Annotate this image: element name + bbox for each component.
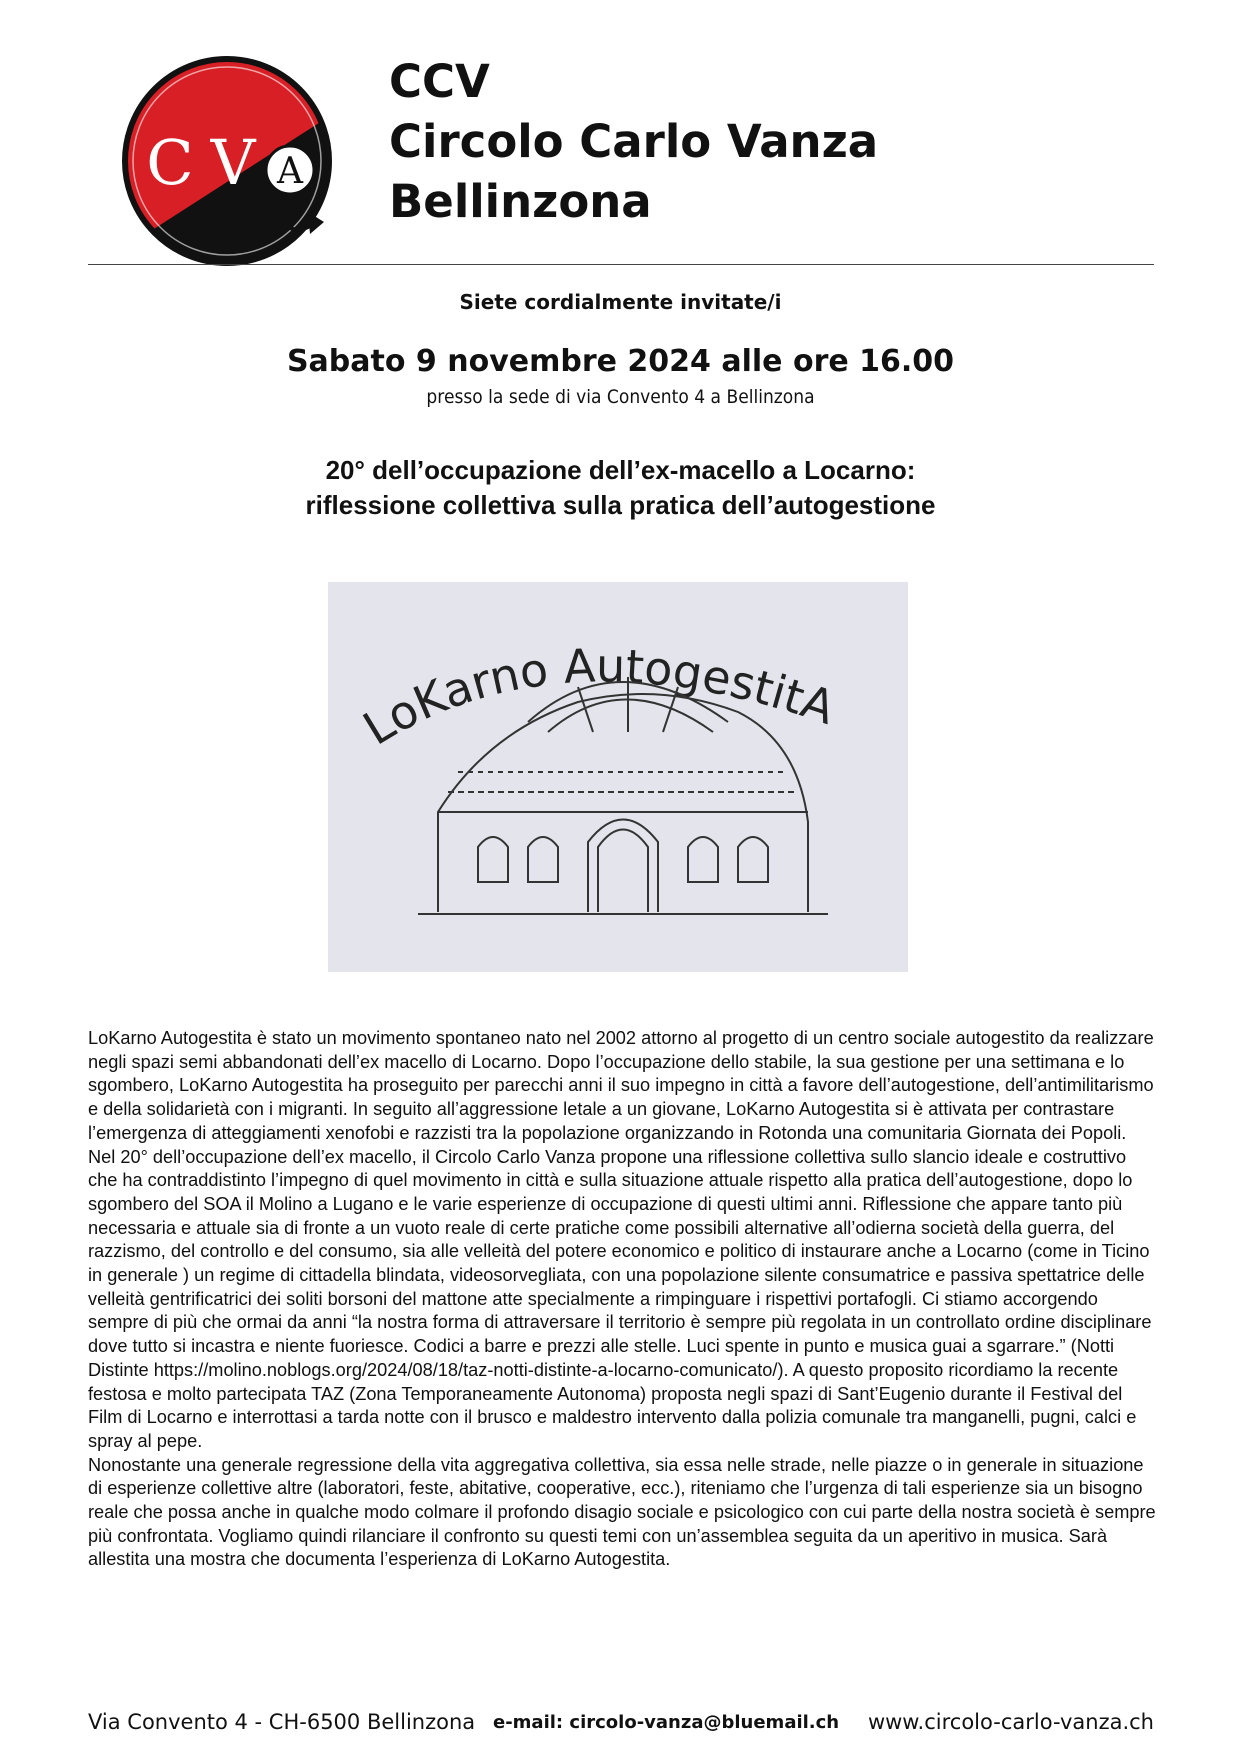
lokarno-autogestita-drawing (328, 582, 908, 972)
footer-address: Via Convento 4 - CH-6500 Bellinzona (88, 1710, 476, 1734)
footer-email (493, 1712, 839, 1733)
org-acronym: CCV (389, 55, 490, 108)
org-full-name: Circolo Carlo Vanza (389, 115, 879, 168)
event-title-line-1: 20° dell’occupazione dell’ex-macello a Locarno: (325, 455, 916, 485)
description-paragraph-2: Nonostante una generale regressione della vita aggregativa collettiva, sia essa nelle strade, nelle piazze o in generale in situazione di esperienze collettive altre (laboratori, feste, abitative, cooperative, ecc.), riteniamo che l’urgenza di tali esperienze sia un bisogno reale che possa anche in qualche modo colmare il profondo disagio sociale e psicologico con cui parte della nostra società è sempre più confrontata. Vogliamo quindi rilanciare il confronto su questi temi con un’assemblea seguita da un aperitivo in musica. Sarà allestita una mostra che documenta l’esperienza di LoKarno Autogestita. (88, 1454, 1156, 1570)
event-title (0, 453, 1241, 523)
drawing-caption-text: LoKarno AutogestitA (353, 638, 842, 756)
event-date: Sabato 9 novembre 2024 alle ore 16.00 (286, 344, 955, 379)
svg-text:V: V (210, 126, 256, 199)
event-venue: presso la sede di via Convento 4 a Bellinzona (426, 386, 815, 408)
description-paragraph-1: LoKarno Autogestita è stato un movimento spontaneo nato nel 2002 attorno al progetto di un centro sociale autogestito da realizzare negli spazi semi abbandonati dell’ex macello di Locarno. Dopo l’occupazione dello stabile, la sua gestione per una settimana e lo sgombero, LoKarno Autogestita ha proseguito per parecchi anni il suo impegno in città a favore dell’autogestione, dell’antimilitarismo e della solidarietà con i migranti. In seguito all’aggressione letale a un giovane, LoKarno Autogestita si è attivata per contrastare l’emergenza di atteggiamenti xenofobi e razzisti tra la popolazione organizzando in Rotonda una comunitaria Giornata dei Popoli. Nel 20° dell’occupazione dell’ex macello, il Circolo Carlo Vanza propone una riflessione collettiva sullo slancio ideale e costruttivo che ha contraddistinto l’impegno di quel movimento in città e sulla situazione attuale rispetto alla pratica dell’autogestione, dopo lo sgombero del SOA il Molino a Lugano e le varie esperienze di occupazione di questi ultimi anni. Riflessione che appare tanto più necessaria e attuale sia di fronte a un vuoto reale di certe pratiche come possibili alternative all’odierna società della guerra, del razzismo, del controllo e del consumo, sia alle velleità del potere economico e politico di instaurare anche a Locarno (come in Ticino in generale ) un regime di cittadella blindata, videosorvegliata, con una popolazione silente consumatrice e passiva spettatrice delle velleità gentrificatrici dei soliti borsoni del mattone atte specialmente a rimpinguare i rispettivi portafogli. Ci stiamo accorgendo sempre di più che ormai da anni “la nostra forma di attraversare il territorio è sempre più regolata in un controllato ordine disciplinare dove tutto si incastra e niente fuoriesce. Codici a barre e prezzi alle stelle. Luci spente in punto e musica guai a sgarrare.” (Notti Distinte https://molino.noblogs.org/2024/08/18/taz-notti-distinte-a-locarno-comunicato/). A questo proposito ricordiamo la recente festosa e molto partecipata TAZ (Zona Temporaneamente Autonoma) proposta negli spazi di Sant’Eugenio durante il Festival del Film di Locarno e interrottasi a tarda notte con il brusco e maldestro intervento dalla polizia comunale tra manganelli, pugni, calci e spray al pepe. (88, 1028, 1154, 1451)
footer-website[interactable]: www.circolo-carlo-vanza.ch (867, 1710, 1154, 1734)
org-city: Bellinzona (389, 175, 652, 228)
description-text (88, 1027, 1158, 1572)
footer-email-address[interactable]: circolo-vanza@bluemail.ch (569, 1712, 840, 1733)
footer-email-label: e-mail: (493, 1712, 564, 1733)
svg-text:C: C (146, 126, 194, 199)
header-divider (88, 264, 1154, 265)
cva-logo (118, 52, 336, 270)
svg-text:A: A (277, 151, 303, 192)
invitation-line: Siete cordialmente invitate/i (459, 290, 782, 314)
organization-name (389, 52, 878, 232)
footer (88, 1710, 1154, 1742)
event-title-line-2: riflessione collettiva sulla pratica dell’autogestione (305, 490, 936, 520)
